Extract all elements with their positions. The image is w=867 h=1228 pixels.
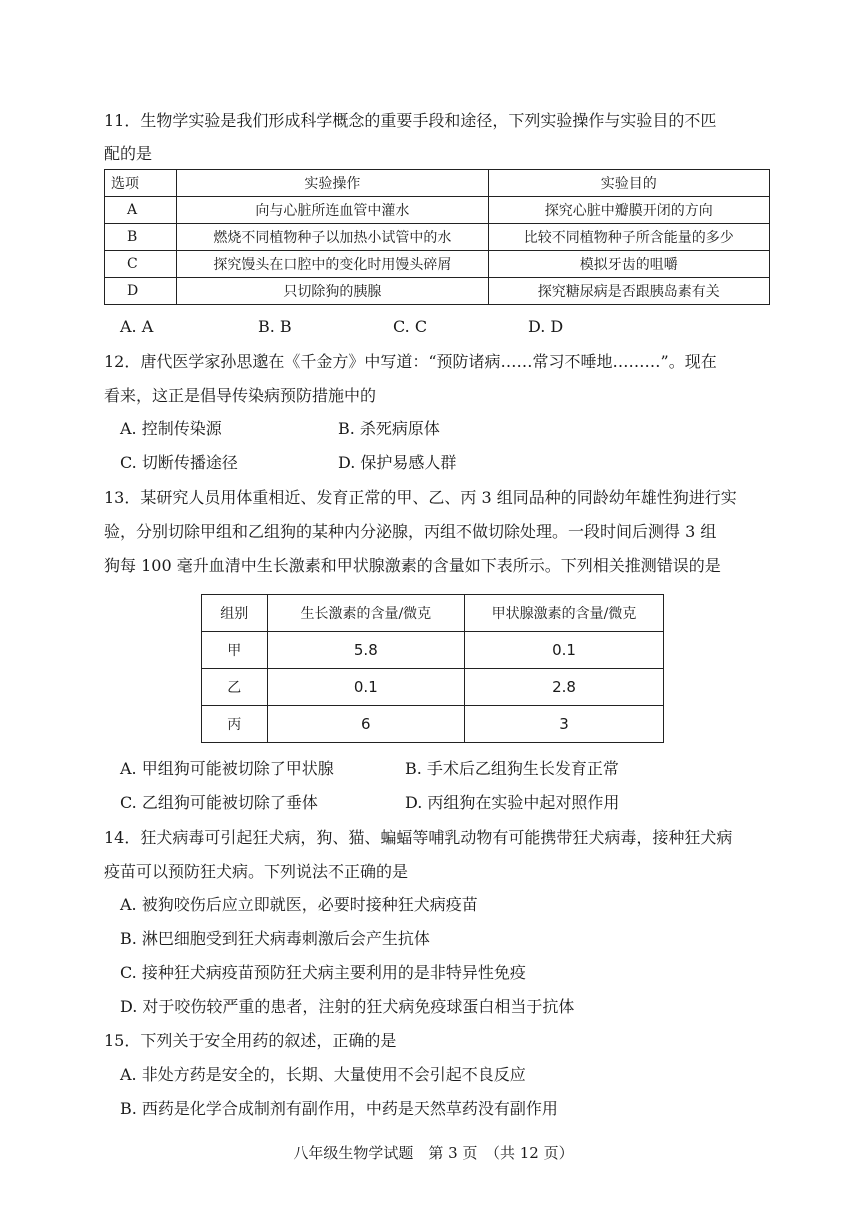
q14-option-d: D. 对于咬伤较严重的患者，注射的狂犬病免疫球蛋白相当于抗体 bbox=[120, 997, 575, 1016]
table-header-cell: 生长激素的含量/微克 bbox=[267, 595, 464, 632]
q12-stem-line1: 12．唐代医学家孙思邈在《千金方》中写道：“预防诸病……常习不唾地………”。现在 bbox=[104, 352, 717, 371]
table-cell: 3 bbox=[465, 706, 664, 743]
q11-option-a: A. A bbox=[120, 317, 154, 336]
table-cell: 比较不同植物种子所含能量的多少 bbox=[488, 224, 769, 251]
table-header-cell: 实验目的 bbox=[488, 170, 769, 197]
page-footer: 八年级生物学试题 第 3 页 （共 12 页） bbox=[293, 1144, 574, 1162]
table-header-row bbox=[202, 595, 664, 632]
table-cell: 探究心脏中瓣膜开闭的方向 bbox=[488, 197, 769, 224]
table-cell: 5.8 bbox=[267, 632, 464, 669]
q15-option-a: A. 非处方药是安全的，长期、大量使用不会引起不良反应 bbox=[120, 1065, 526, 1084]
q14-option-a: A. 被狗咬伤后应立即就医，必要时接种狂犬病疫苗 bbox=[120, 895, 478, 914]
q11-stem-line2: 配的是 bbox=[104, 144, 153, 163]
q14-option-b: B. 淋巴细胞受到狂犬病毒刺激后会产生抗体 bbox=[120, 929, 430, 948]
q11-option-d: D. D bbox=[528, 317, 564, 336]
q11-option-c: C. C bbox=[393, 317, 428, 336]
q12-option-b: B. 杀死病原体 bbox=[338, 419, 440, 438]
table-cell: D bbox=[105, 278, 177, 305]
table-header-cell: 组别 bbox=[202, 595, 268, 632]
q13-option-b: B. 手术后乙组狗生长发育正常 bbox=[405, 759, 619, 778]
table-cell: 探究糖尿病是否跟胰岛素有关 bbox=[488, 278, 769, 305]
table-header-cell: 甲状腺激素的含量/微克 bbox=[465, 595, 664, 632]
q12-option-d: D. 保护易感人群 bbox=[338, 453, 457, 472]
q13-table bbox=[201, 594, 664, 743]
table-header-cell: 实验操作 bbox=[177, 170, 488, 197]
table-cell: 2.8 bbox=[465, 669, 664, 706]
q14-option-c: C. 接种狂犬病疫苗预防狂犬病主要利用的是非特异性免疫 bbox=[120, 963, 526, 982]
q12-stem-line2: 看来，这正是倡导传染病预防措施中的 bbox=[104, 386, 377, 405]
q14-stem-line1: 14．狂犬病毒可引起狂犬病，狗、猫、蝙蝠等哺乳动物有可能携带狂犬病毒，接种狂犬病 bbox=[104, 828, 733, 847]
table-header-row bbox=[105, 170, 770, 197]
q11-option-b: B. B bbox=[258, 317, 292, 336]
table-cell: 0.1 bbox=[465, 632, 664, 669]
q13-stem-line2: 验，分别切除甲组和乙组狗的某种内分泌腺，丙组不做切除处理。一段时间后测得 3 组 bbox=[104, 522, 717, 541]
q12-option-a: A. 控制传染源 bbox=[120, 419, 222, 438]
table-row bbox=[202, 669, 664, 706]
table-cell: 模拟牙齿的咀嚼 bbox=[488, 251, 769, 278]
q11-stem-line1: 11．生物学实验是我们形成科学概念的重要手段和途径，下列实验操作与实验目的不匹 bbox=[104, 111, 717, 130]
table-cell: 6 bbox=[267, 706, 464, 743]
table-cell: 丙 bbox=[202, 706, 268, 743]
table-cell: A bbox=[105, 197, 177, 224]
q11-options bbox=[0, 316, 867, 338]
table-cell: 探究馒头在口腔中的变化时用馒头碎屑 bbox=[177, 251, 488, 278]
table-cell: 0.1 bbox=[267, 669, 464, 706]
table-cell: 只切除狗的胰腺 bbox=[177, 278, 488, 305]
table-cell: C bbox=[105, 251, 177, 278]
table-row bbox=[105, 251, 770, 278]
q15-stem-line1: 15．下列关于安全用药的叙述，正确的是 bbox=[104, 1031, 397, 1050]
q11-table bbox=[104, 169, 770, 305]
q13-option-c: C. 乙组狗可能被切除了垂体 bbox=[120, 793, 318, 812]
table-cell: B bbox=[105, 224, 177, 251]
table-row bbox=[105, 224, 770, 251]
table-cell: 向与心脏所连血管中灌水 bbox=[177, 197, 488, 224]
q15-option-b: B. 西药是化学合成制剂有副作用，中药是天然草药没有副作用 bbox=[120, 1099, 558, 1118]
table-row bbox=[202, 632, 664, 669]
q13-stem-line3: 狗每 100 毫升血清中生长激素和甲状腺激素的含量如下表所示。下列相关推测错误的是 bbox=[104, 556, 721, 575]
q14-stem-line2: 疫苗可以预防狂犬病。下列说法不正确的是 bbox=[104, 862, 409, 881]
q13-option-a: A. 甲组狗可能被切除了甲状腺 bbox=[120, 759, 334, 778]
q13-option-d: D. 丙组狗在实验中起对照作用 bbox=[405, 793, 620, 812]
table-row bbox=[202, 706, 664, 743]
table-cell: 乙 bbox=[202, 669, 268, 706]
table-row bbox=[105, 197, 770, 224]
table-row bbox=[105, 278, 770, 305]
table-cell: 甲 bbox=[202, 632, 268, 669]
table-cell: 燃烧不同植物种子以加热小试管中的水 bbox=[177, 224, 488, 251]
q13-stem-line1: 13．某研究人员用体重相近、发育正常的甲、乙、丙 3 组同品种的同龄幼年雄性狗进行实 bbox=[104, 488, 737, 507]
q12-option-c: C. 切断传播途径 bbox=[120, 453, 238, 472]
table-header-cell: 选项 bbox=[105, 170, 177, 197]
